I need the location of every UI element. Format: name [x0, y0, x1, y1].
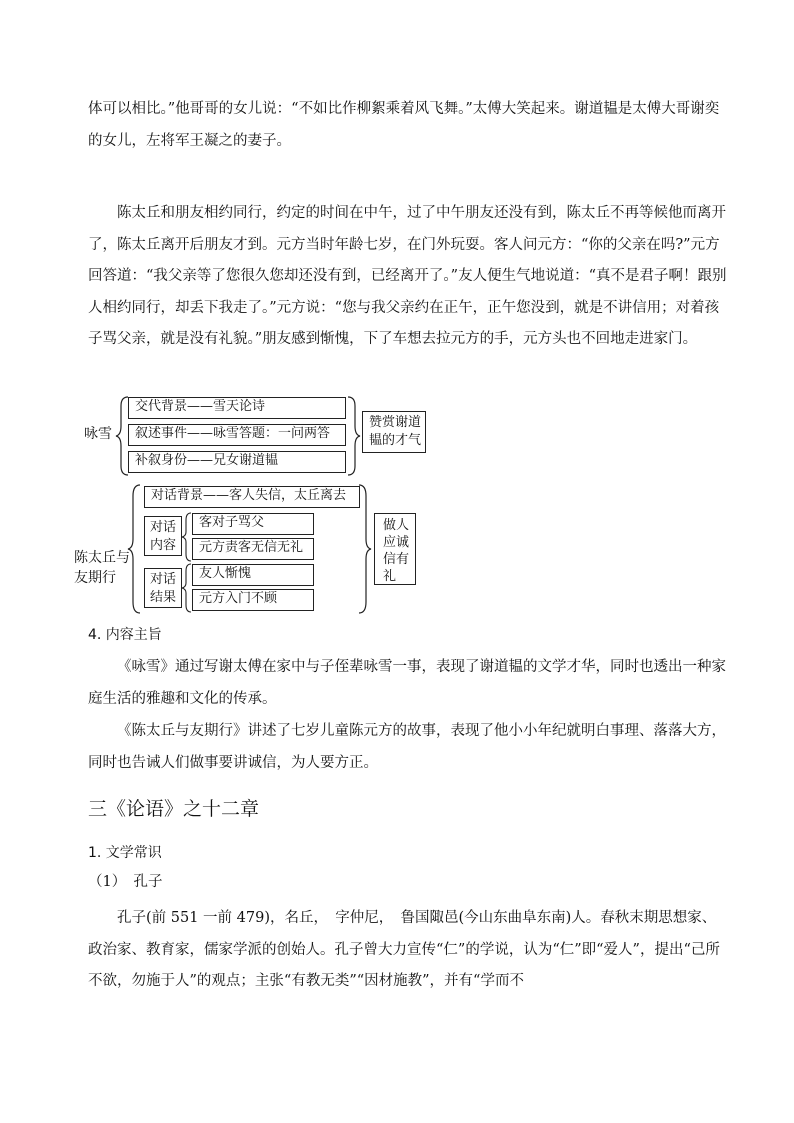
diagram2-content-item-1: 客对子骂父 [192, 513, 314, 535]
diagram2-content-item-2: 元方责客无信无礼 [192, 538, 314, 560]
section4-para-1: 《咏雪》通过写谢太傅在家中与子侄辈咏雪一事，表现了谢道韫的文学才华，同时也透出一种家庭生活的雅趣和文化的传承。 [88, 659, 726, 707]
story-paragraph: 陈太丘和朋友相约同行，约定的时间在中午，过了中午朋友还没有到，陈太丘不再等候他而离开了，陈太丘离开后朋友才到。元方当时年龄七岁，在门外玩耍。客人问元方：“你的父亲在吗?”元方回答道：“我父亲等了您很久您却还没有到，已经离开了。”友人便生气地说道：“真不是君子啊！跟别人相约同行，却丢下我走了。”元方说：“您与我父亲约在正午，正午您没到，就是不讲信用；对着孩子骂父亲，就是没有礼貌。”朋友感到惭愧，下了车想去拉元方的手，元方头也不回地走进家门。 [88, 205, 727, 347]
literary-knowledge-heading: 1. 文学常识 [88, 845, 162, 861]
section4-para-2: 《陈太丘与友期行》讲述了七岁儿童陈元方的故事，表现了他小小年纪就明白事理、落落大方，同时也告诫人们做事要讲诚信，为人要方正。 [88, 723, 726, 771]
diagram2-conclusion: 做人应诚信有礼 [374, 513, 416, 585]
diagram2-result-item-1: 友人惭愧 [192, 564, 314, 586]
diagram1-conclusion: 赞赏谢道韫的才气 [362, 411, 426, 453]
section3-title: 三《论语》之十二章 [88, 798, 260, 820]
diagram2-label: 陈太丘与友期行 [74, 550, 130, 586]
diagram2-left-brace [128, 484, 142, 614]
diagram2-result-brace [182, 563, 192, 613]
diagram1-right-brace [347, 396, 361, 476]
confucius-subheading: （1） 孔子 [88, 874, 163, 890]
confucius-paragraph: 孔子(前 551 一前 479)，名丘， 字仲尼， 鲁国陬邑(今山东曲阜东南)人。春秋末期思想家、政治家、教育家，儒家学派的创始人。孔子曾大力宣传“仁”的学说，认为“仁”即“爱人”，提出“己所不欲，勿施于人”的观点；主张“有教无类”“因材施教”，并有“学而不 [88, 910, 720, 989]
diagram2-right-brace [358, 484, 372, 614]
diagram1-item-3: 补叙身份——兄女谢道韫 [128, 451, 346, 473]
diagram2-content-label: 对话内容 [144, 516, 182, 556]
diagram2-content-brace [182, 512, 192, 562]
top-paragraph: 体可以相比。”他哥哥的女儿说：“不如比作柳絮乘着风飞舞。”太傅大笑起来。谢道韫是太傅大哥谢奕的女儿，左将军王凝之的妻子。 [88, 101, 720, 149]
diagram2-result-label: 对话结果 [144, 568, 182, 608]
diagram1-item-1: 交代背景——雪天论诗 [128, 397, 346, 419]
diagram1-label: 咏雪 [84, 426, 112, 442]
section4-heading: 4. 内容主旨 [88, 627, 162, 643]
diagram2-background: 对话背景——客人失信，太丘离去 [144, 486, 360, 508]
diagram2-result-item-2: 元方入门不顾 [192, 589, 314, 611]
diagram1-item-2: 叙述事件——咏雪答题：一问两答 [128, 424, 346, 446]
